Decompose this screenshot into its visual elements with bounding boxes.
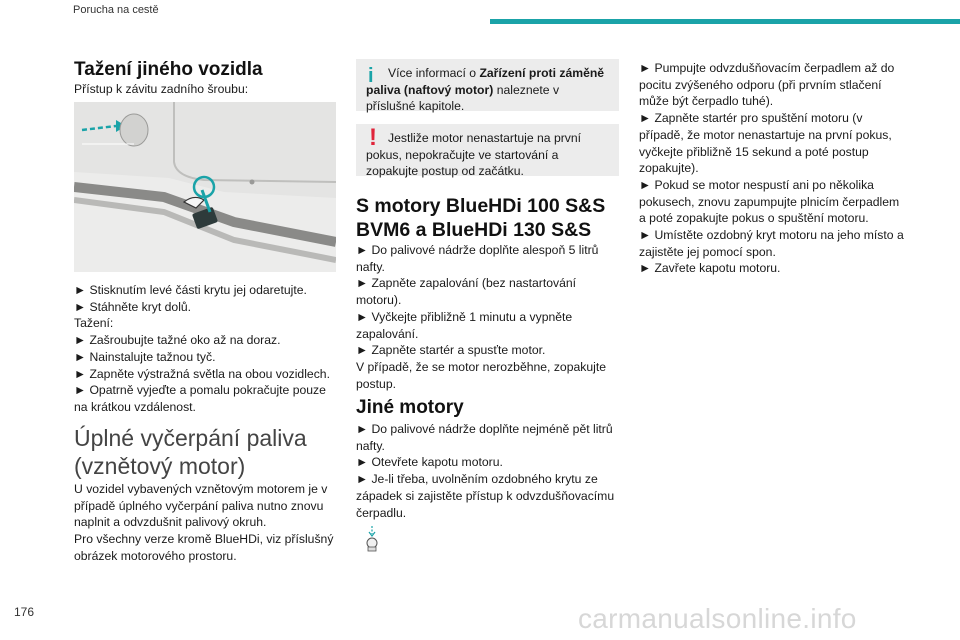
list-item: ► Opatrně vyjeďte a pomalu pokračujte pouze na krátkou vzdálenost. <box>74 383 326 414</box>
info-note-bold: Zařízení proti záměně paliva (naftový motor) <box>366 66 605 97</box>
warning-note <box>356 124 619 179</box>
towing-illustration <box>74 102 336 272</box>
list-item: ► Zapněte výstražná světla na obou vozidlech. <box>74 366 330 381</box>
list-item: ► Zašroubujte tažné oko až na doraz. <box>74 333 281 348</box>
info-icon: i <box>368 65 374 87</box>
other-engine-steps <box>356 421 619 521</box>
unlock-steps <box>74 282 338 315</box>
list-item: ► Vyčkejte přibližně 1 minutu a vypněte zapalování. <box>356 309 573 341</box>
list-item: ► Umístěte ozdobný kryt motoru na jeho místo a zajistěte jej pomocí spon. <box>639 228 904 259</box>
rear-bumper-illustration <box>74 102 336 272</box>
warning-icon: ! <box>369 124 377 151</box>
towing-intro: Přístup k závitu zadního šroubu: <box>74 82 249 96</box>
towing-label: Tažení: <box>74 316 114 331</box>
list-item: ► Pumpujte odvzdušňovacím čerpadlem až do pocitu zvýšeného odporu (při prvním stlačení může být čerpadlo tuhé). <box>639 61 895 109</box>
pump-steps <box>639 60 909 277</box>
page-number: 176 <box>14 605 35 619</box>
list-item: ► Do palivové nádrže doplňte alespoň 5 litrů nafty. <box>356 243 599 274</box>
fuel-para-1: U vozidel vybavených vznětovým motorem je v případě úplného vyčerpání paliva nutno znovu naplnit a odvzdušnit palivový okruh. <box>74 482 328 530</box>
list-item: ► Je-li třeba, uvolněním ozdobného krytu ze západek si zajistěte přístup k odvzdušňovacímu čerpadlu. <box>356 472 615 520</box>
info-note-pre: Více informací o <box>388 66 480 80</box>
bluehdi-steps <box>356 242 619 392</box>
list-item: ► Stáhněte kryt dolů. <box>74 299 192 314</box>
heading-fuel-exhaustion <box>74 424 354 480</box>
towing-steps <box>74 332 338 416</box>
fuel-para-2: Pro všechny verze kromě BlueHDi, viz příslušný obrázek motorového prostoru. <box>74 532 334 563</box>
heading-other-engines: Jiné motory <box>356 397 464 418</box>
list-item: V případě, že se motor nerozběhne, zopakujte postup. <box>356 359 606 391</box>
header-title: Porucha na cestě <box>73 4 159 16</box>
pump-icon <box>364 526 380 552</box>
list-item: ► Zavřete kapotu motoru. <box>639 261 781 276</box>
list-item: ► Nainstalujte tažnou tyč. <box>74 349 216 364</box>
watermark: carmanualsonline.info <box>578 603 857 634</box>
heading-towing: Tažení jiného vozidla <box>74 59 263 80</box>
info-note <box>356 59 619 114</box>
list-item: ► Do palivové nádrže doplňte nejméně pět litrů nafty. <box>356 422 613 453</box>
list-item: ► Stisknutím levé části krytu jej odaretujte. <box>74 283 307 297</box>
list-item: ► Zapněte startér pro spuštění motoru (v případě, že motor nenastartuje na první pokus, vyčkejte přibližně 15 sekund a poté postup zopakujte). <box>639 111 892 176</box>
heading-bluehdi: S motory BlueHDi 100 S&S BVM6 a BlueHDi 130 S&S <box>356 195 606 241</box>
info-note-post: naleznete v příslušné kapitole. <box>366 82 560 114</box>
header-accent-bar <box>490 19 960 24</box>
list-item: ► Otevřete kapotu motoru. <box>356 455 503 470</box>
heading-line: Úplné vyčerpání paliva <box>74 425 307 451</box>
warning-note-text: Jestliže motor nenastartuje na první pokus, nepokračujte ve startování a zopakujte postup od začátku. <box>366 131 582 179</box>
heading-line: (vznětový motor) <box>74 453 246 479</box>
list-item: ► Pokud se motor nespustí ani po několika pokusech, znovu zapumpujte plnicím čerpadlem a poté zopakujte pokus o spuštění motoru. <box>639 177 900 226</box>
list-item: ► Zapněte startér a spusťte motor. <box>356 343 546 358</box>
list-item: ► Zapněte zapalování (bez nastartování motoru). <box>356 276 577 308</box>
